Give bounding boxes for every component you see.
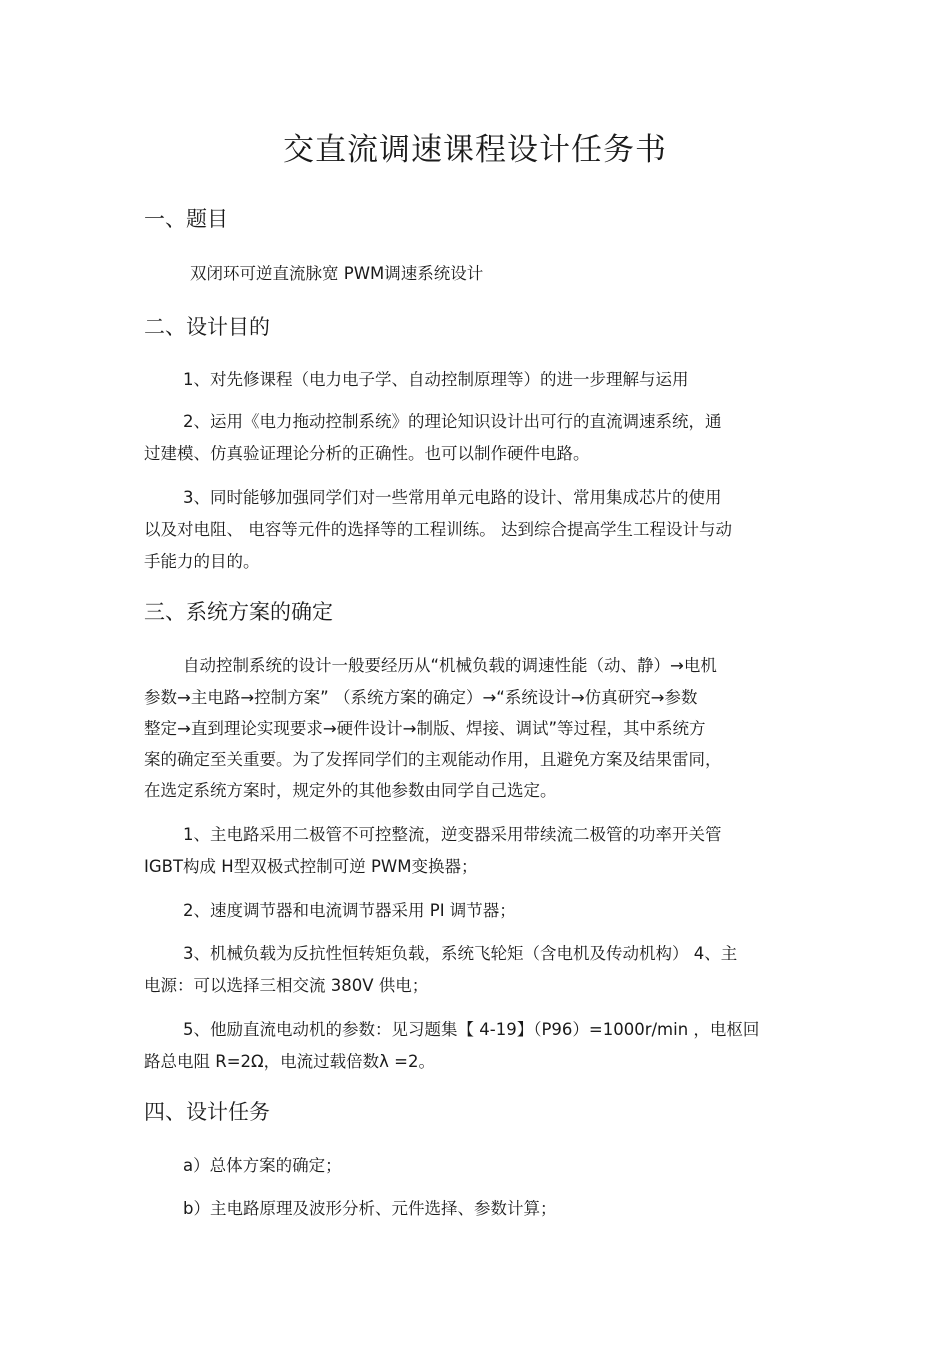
section-3-line-5: 在选定系统方案时，规定外的其他参数由同学自己选定。 xyxy=(144,781,557,800)
section-2-line-3: 过建模、仿真验证理论分析的正确性。也可以制作硬件电路。 xyxy=(144,444,590,463)
section-3-line-8: 2、速度调节器和电流调节器采用 PI 调节器； xyxy=(183,901,516,920)
section-heading-2: 二、设计目的 xyxy=(144,315,270,339)
section-4-line-2: b）主电路原理及波形分析、元件选择、参数计算； xyxy=(183,1199,557,1218)
document-title: 交直流调速课程设计任务书 xyxy=(283,132,667,168)
section-2-line-2: 2、运用《电力拖动控制系统》的理论知识设计出可行的直流调速系统，通 xyxy=(183,412,722,431)
section-heading-3: 三、系统方案的确定 xyxy=(144,600,333,624)
section-2-line-5: 以及对电阻、 电容等元件的选择等的工程训练。 达到综合提高学生工程设计与动 xyxy=(144,520,732,539)
section-4-line-1: a）总体方案的确定； xyxy=(183,1156,342,1175)
section-2-line-6: 手能力的目的。 xyxy=(144,552,260,571)
section-3-line-7: IGBT构成 H型双极式控制可逆 PWM变换器； xyxy=(144,857,478,876)
section-2-line-1: 1、对先修课程（电力电子学、自动控制原理等）的进一步理解与运用 xyxy=(183,370,689,389)
section-3-line-11: 5、他励直流电动机的参数：见习题集【 4-19】（P96）=1000r/min ，电枢回 xyxy=(183,1020,760,1039)
section-3-line-9: 3、机械负载为反抗性恒转矩负载，系统飞轮矩（含电机及传动机构） 4、主 xyxy=(183,944,738,963)
section-2-line-4: 3、同时能够加强同学们对一些常用单元电路的设计、常用集成芯片的使用 xyxy=(183,488,722,507)
section-3-line-2: 参数→主电路→控制方案” （系统方案的确定）→“系统设计→仿真研究→参数 xyxy=(144,688,698,707)
section-3-line-4: 案的确定至关重要。为了发挥同学们的主观能动作用，且避免方案及结果雷同， xyxy=(144,750,722,769)
section-3-line-6: 1、主电路采用二极管不可控整流，逆变器采用带续流二极管的功率开关管 xyxy=(183,825,722,844)
section-3-line-12: 路总电阻 R=2Ω，电流过载倍数λ =2。 xyxy=(144,1052,435,1071)
section-3-line-1: 自动控制系统的设计一般要经历从“机械负载的调速性能（动、静）→电机 xyxy=(183,656,717,675)
section-heading-4: 四、设计任务 xyxy=(144,1100,270,1124)
section-3-line-10: 电源：可以选择三相交流 380V 供电； xyxy=(144,976,429,995)
section-3-line-3: 整定→直到理论实现要求→硬件设计→制版、焊接、调试”等过程，其中系统方 xyxy=(144,719,706,738)
section-heading-1: 一、题目 xyxy=(144,207,228,231)
section-1-line-1: 双闭环可逆直流脉宽 PWM调速系统设计 xyxy=(190,264,484,283)
